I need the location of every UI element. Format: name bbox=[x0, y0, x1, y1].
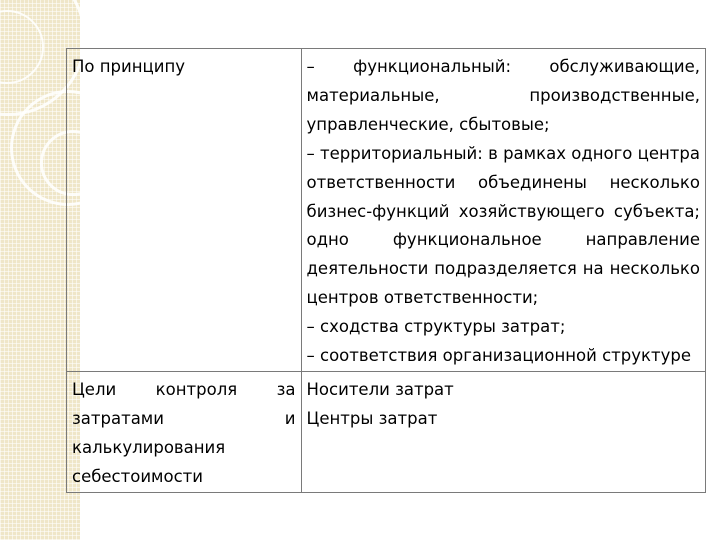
table-row bbox=[67, 371, 706, 492]
type-item: Носители затрат bbox=[306, 379, 454, 399]
type-item: – функциональный: обслуживающие, материальные, производственные, управленческие, сбытовые; bbox=[306, 57, 700, 134]
table-row bbox=[67, 49, 706, 372]
type-item: – соответствия организационной структуре bbox=[306, 346, 691, 366]
type-item: – сходства структуры затрат; bbox=[306, 317, 566, 337]
type-item: Центры затрат bbox=[306, 408, 438, 428]
classification-table bbox=[66, 48, 706, 493]
types-cell bbox=[301, 49, 705, 372]
criterion-cell: Цели контроля за затратами и калькулирования себестоимости bbox=[67, 371, 302, 492]
type-item: – территориальный: в рамках одного центра ответственности объединены несколько бизнес-функций хозяйствующего субъекта; одно функциональное направление деятельности подразделяется на несколько центров ответственности; bbox=[306, 143, 700, 308]
criterion-cell: По принципу bbox=[67, 49, 302, 372]
types-cell bbox=[301, 371, 705, 492]
